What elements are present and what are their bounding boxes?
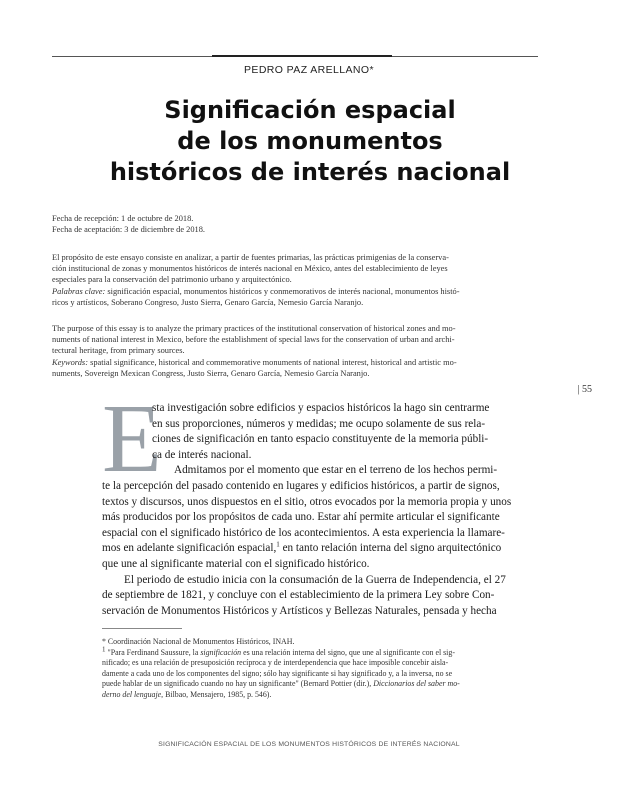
keywords-line: numents, Sovereign Mexican Congress, Justo Sierra, Genaro García, Nemesio García Naranjo. xyxy=(52,368,370,378)
body-line: más producidos por los propósitos de cada uno. Estar ahí permite articular el significante xyxy=(102,511,500,524)
body-line: El periodo de estudio inicia con la consumación de la Guerra de Independencia, el 27 xyxy=(124,573,506,586)
footnote-1-line: nificado; es una relación de presuposición recíproca y de interdependencia que hace imposible concebir aisla- xyxy=(102,658,449,668)
drop-cap: E xyxy=(102,385,162,493)
body-line: te la percepción del pasado contenido en lugares y edificios históricos, a partir de signos, xyxy=(102,480,500,492)
footnotes xyxy=(102,637,509,701)
body-line: ca de interés nacional. xyxy=(152,448,252,461)
abstract-line: tectural heritage, from primary sources. xyxy=(52,346,185,356)
keywords-line xyxy=(52,286,522,297)
body-line: Admitamos por el momento que estar en el terreno de los hechos permi- xyxy=(174,464,498,477)
footnote-ref[interactable]: 1 xyxy=(276,540,280,549)
body-line: espacial con el significado histórico de los acontecimientos. A esta experiencia la llamare- xyxy=(102,526,505,539)
abstract-line: especiales para la conservación del patrimonio urbano y arquitectónico. xyxy=(52,275,292,285)
title-line: históricos de interés nacional xyxy=(109,158,511,186)
body-line: en sus proporciones, números y medidas; me ocupo solamente de sus rela- xyxy=(152,417,486,430)
footnote-1-line: damente a cada uno de los componentes del signo; sólo hay significante si hay significado y, a la inversa, no se xyxy=(102,668,453,678)
footnote-1-line: puede hablar de un significado cuando no hay un significante" (Bernard Pottier (dir.), Diccionarios del saber mo- xyxy=(102,679,460,689)
keywords-label: Keywords: xyxy=(52,357,88,367)
keywords-line: ricos y artísticos, Soberano Congreso, Justo Sierra, Genaro García, Nemesio García Naranjo. xyxy=(52,297,364,307)
body-line: textos y discursos, unos dispuestos en el sitio, otros evocados por la memoria propia y unos xyxy=(102,495,512,508)
body-line xyxy=(102,541,509,557)
header-rule-accent xyxy=(212,55,392,57)
body-line: de septiembre de 1821, y concluye con el establecimiento de la primera Ley sobre Con- xyxy=(102,589,495,602)
keywords-text: spatial significance, historical and commemorative monuments of national interest, historical and artistic mo- xyxy=(87,357,457,367)
dates-block xyxy=(52,213,522,235)
footnote-1-line: $^1$ "Para Ferdinand Saussure, la significación es una relación interna del signo, que une al significante con el sig- xyxy=(102,644,455,657)
footnote-1-line: derno del lenguaje, Bilbao, Mensajero, 1985, p. 546). xyxy=(102,689,272,699)
body-text: mos en adelante significación espacial, xyxy=(102,542,277,555)
abstract-english xyxy=(52,323,522,379)
article-title xyxy=(60,95,560,188)
page-number: | 55 xyxy=(577,384,592,395)
abstract-line: ción institucional de zonas y monumentos históricos de interés nacional en México, antes del establecimiento de leyes xyxy=(52,264,448,274)
keywords-text: significación espacial, monumentos históricos y conmemorativos de interés nacional, monumentos histó- xyxy=(105,286,460,296)
title-line: Significación espacial xyxy=(164,96,456,124)
author-name: PEDRO PAZ ARELLANO* xyxy=(244,64,374,76)
abstract-spanish xyxy=(52,252,522,308)
keywords-line xyxy=(52,357,522,368)
body-paragraph-2 xyxy=(102,479,512,619)
received-date: Fecha de recepción: 1 de octubre de 2018. xyxy=(52,214,194,223)
footnote-rule xyxy=(102,628,182,629)
abstract-line: numents of national interest in Mexico, before the establishment of special laws for the conservation of urban and archi- xyxy=(52,335,455,345)
body-line: ciones de significación en tanto espacio constituyente de la memoria públi- xyxy=(152,433,489,446)
footnote-mark: 1 xyxy=(102,644,106,653)
body-text: en tanto relación interna del signo arquitectónico xyxy=(279,542,502,555)
title-line: de los monumentos xyxy=(177,127,443,155)
footnote-star: * Coordinación Nacional de Monumentos Históricos, INAH. xyxy=(102,637,295,646)
body-line: servación de Monumentos Históricos y Artísticos y Bellezas Naturales, pensada y hecha xyxy=(102,604,497,617)
running-footer: SIGNIFICACIÓN ESPACIAL DE LOS MONUMENTOS HISTÓRICOS DE INTERÉS NACIONAL xyxy=(158,741,460,748)
keywords-label: Palabras clave: xyxy=(52,286,106,296)
abstract-line: El propósito de este ensayo consiste en analizar, a partir de fuentes primarias, las prácticas primigenias de la conserva- xyxy=(52,253,449,262)
accepted-date: Fecha de aceptación: 3 de diciembre de 2018. xyxy=(52,225,206,235)
body-line: que une al significante material con el significado histórico. xyxy=(102,557,370,570)
abstract-line: The purpose of this essay is to analyze the primary practices of the institutional conservation of historical zones and mo- xyxy=(52,324,456,333)
body-paragraph-1 xyxy=(152,401,509,479)
body-line: sta investigación sobre edificios y espacios históricos la hago sin centrarme xyxy=(152,402,490,414)
